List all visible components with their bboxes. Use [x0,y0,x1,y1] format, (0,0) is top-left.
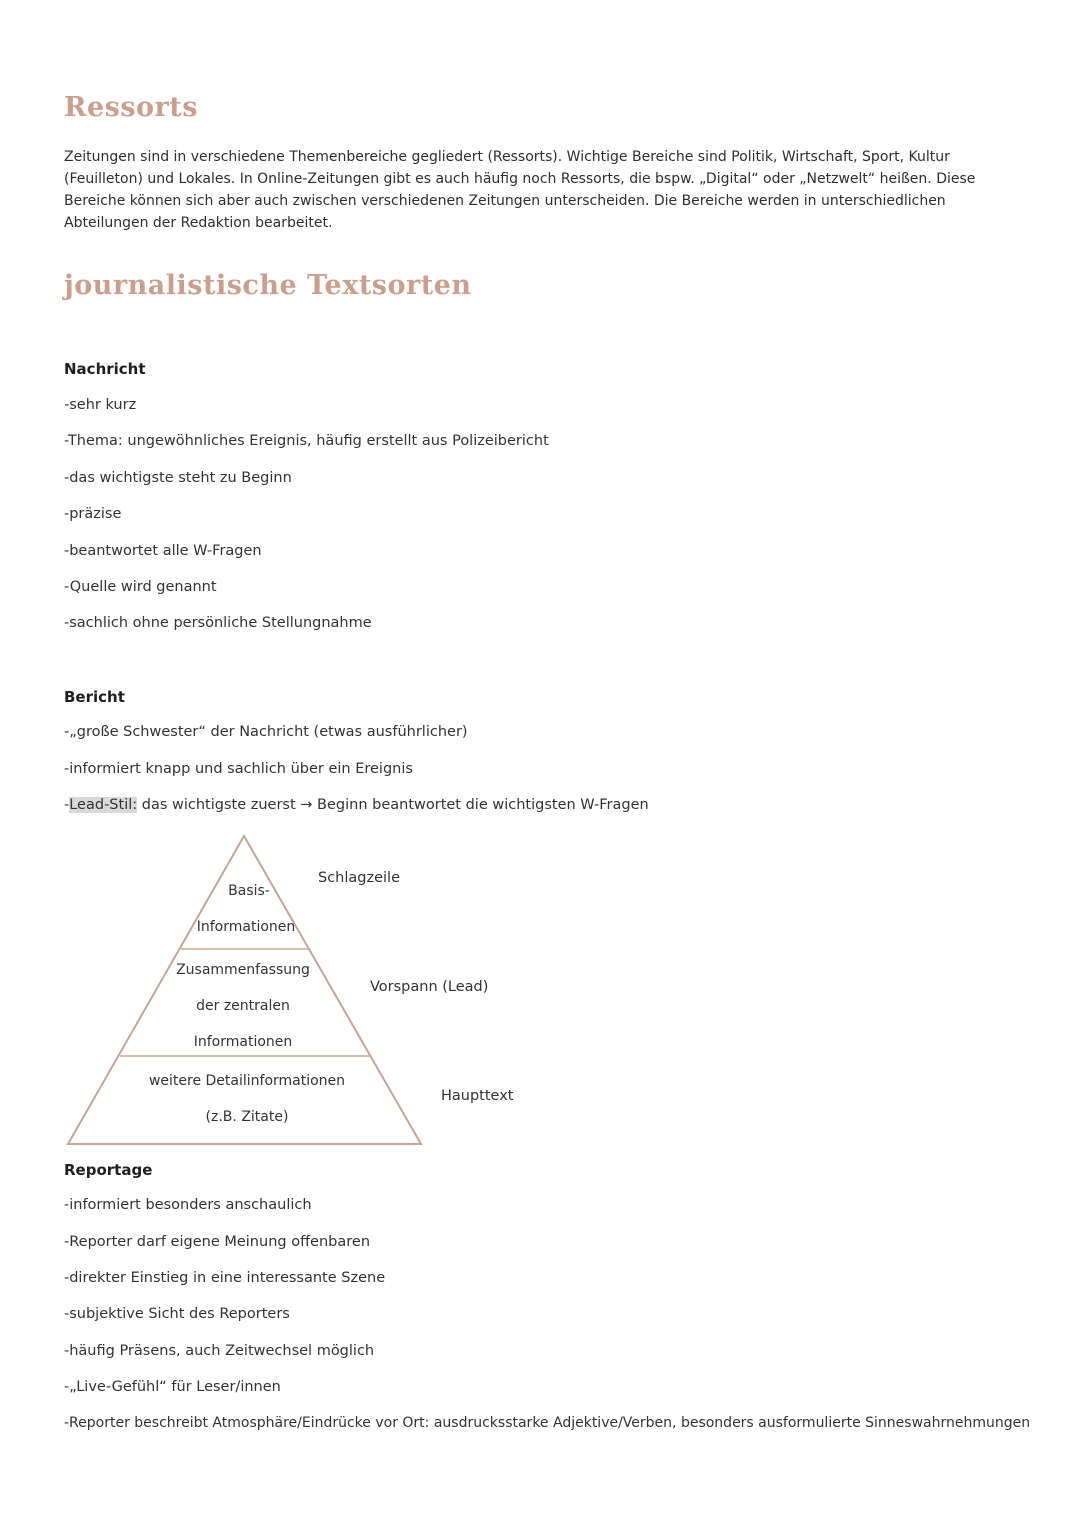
pyramid-bottom-line2: (z.B. Zitate) [205,1109,289,1125]
list-item: -häufig Präsens, auch Zeitwechsel möglich [64,1343,375,1359]
list-item: -sehr kurz [64,397,137,413]
list-item: -sachlich ohne persönliche Stellungnahme [64,615,372,631]
pyramid-mid-line2: der zentralen [196,998,290,1014]
lead-prefix: - [64,797,70,813]
pyramid-top-line1: Basis- [228,883,270,899]
list-item: -Thema: ungewöhnliches Ereignis, häufig erstellt aus Polizeibericht [64,433,549,449]
list-item: -„große Schwester“ der Nachricht (etwas ausführlicher) [64,724,468,740]
list-item: -direkter Einstieg in eine interessante Szene [64,1270,386,1286]
list-item: -beantwortet alle W-Fragen [64,543,262,559]
list-item: -informiert knapp und sachlich über ein Ereignis [64,761,413,777]
pyramid-mid-line1: Zusammenfassung [176,962,310,978]
list-item: -präzise [64,506,122,522]
list-item: -subjektive Sicht des Reporters [64,1306,290,1322]
ressorts-paragraph: Zeitungen sind in verschiedene Themenbereiche gegliedert (Ressorts). Wichtige Bereiche sind Politik, Wirtschaft, Sport, Kultur (Feuilleton) und Lokales. In Online-Zeitungen gibt es auch häufig noch Ressorts, die bspw. „Digital“ oder „Netzwelt“ heißen. Diese Bereiche können sich aber auch zwischen verschiedenen Zeitungen unterscheiden. Die Bereiche werden in unterschiedlichen Abteilungen der Redaktion bearbeitet. [64,149,976,231]
list-item: -das wichtigste steht zu Beginn [64,470,292,486]
textsorten-heading: journalistische Textsorten [64,270,472,301]
nachricht-heading: Nachricht [64,360,146,378]
list-item: -informiert besonders anschaulich [64,1197,312,1213]
lead-stil-description: das wichtigste zuerst → Beginn beantwortet die wichtigsten W-Fragen [137,797,649,813]
bericht-heading: Bericht [64,688,125,706]
lead-stil-highlight: Lead-Stil: [69,797,138,813]
pyramid-bottom-line1: weitere Detailinformationen [148,1073,346,1089]
list-item: -Reporter beschreibt Atmosphäre/Eindrücke vor Ort: ausdrucksstarke Adjektive/Verben, besonders ausformulierte Sinneswahrnehmungen [64,1415,1031,1431]
pyramid-top-line2: Informationen [196,919,296,935]
list-item: -„Live-Gefühl“ für Leser/innen [64,1379,281,1395]
list-item: -Reporter darf eigene Meinung offenbaren [64,1234,371,1250]
ressorts-heading: Ressorts [64,92,198,123]
reportage-heading: Reportage [64,1161,153,1179]
label-schlagzeile: Schlagzeile [318,870,400,886]
pyramid-mid-line3: Informationen [193,1034,293,1050]
label-haupttext: Haupttext [441,1088,514,1104]
label-vorspann: Vorspann (Lead) [370,979,489,995]
list-item: -Quelle wird genannt [64,579,217,595]
